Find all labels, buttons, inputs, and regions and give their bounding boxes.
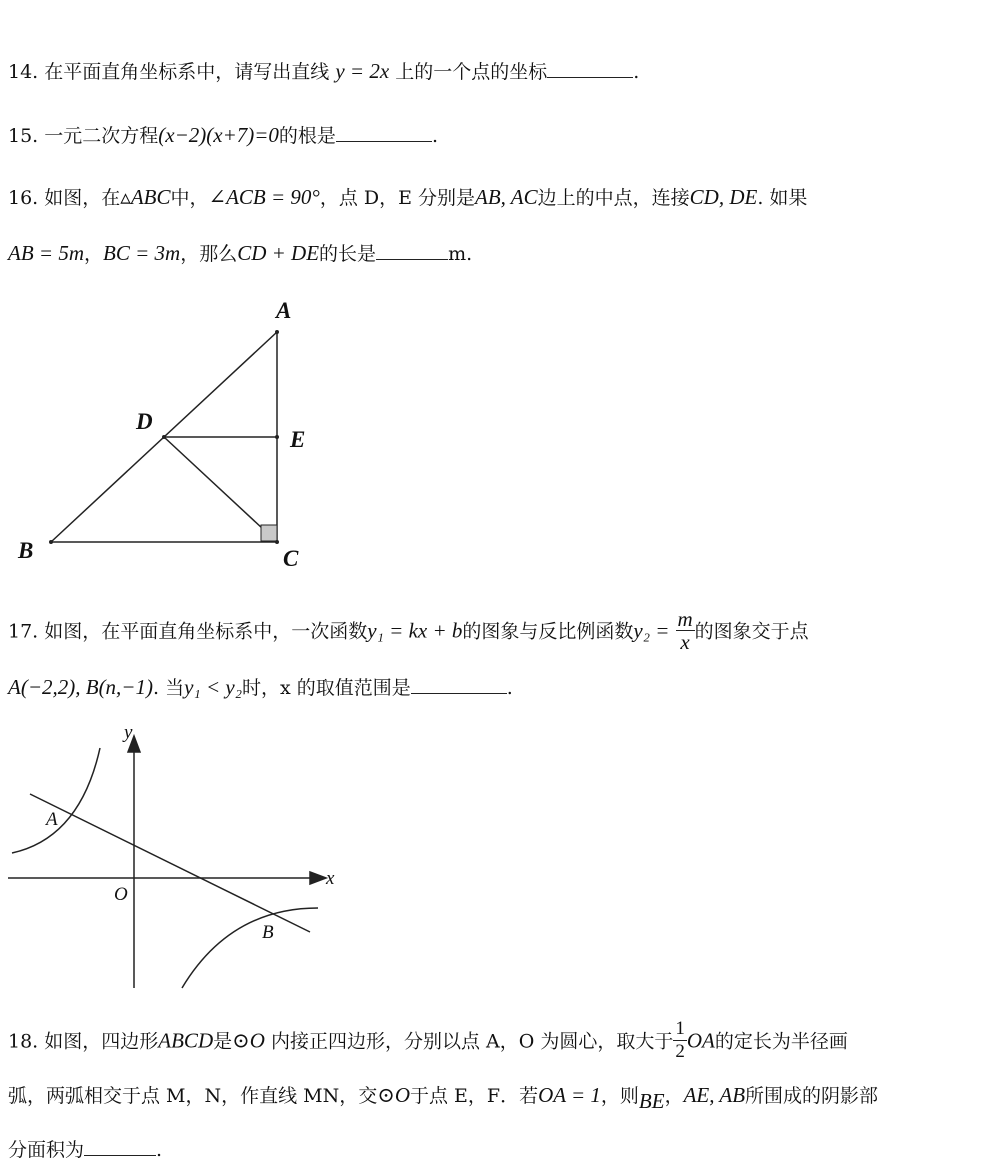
triangle-figure xyxy=(0,290,340,580)
question-17-line-2 xyxy=(8,674,513,701)
formula: OA = 1 xyxy=(538,1083,601,1107)
question-18-line-2 xyxy=(8,1082,879,1113)
question-text: ，则 xyxy=(600,1085,639,1107)
answer-blank[interactable] xyxy=(84,1137,156,1156)
formula: A(−2,2), B(n,−1) xyxy=(8,675,153,699)
hyperbola-branch-right xyxy=(182,908,318,988)
label-c: C xyxy=(283,546,299,571)
question-number: 16. xyxy=(8,187,39,209)
question-text: 一元二次方程 xyxy=(44,125,159,147)
label-b: B xyxy=(18,538,34,563)
formula: ⊙O xyxy=(377,1083,411,1107)
period: . xyxy=(633,61,640,83)
period: . xyxy=(431,125,438,147)
fraction xyxy=(673,1018,687,1063)
hyperbola-branch-left xyxy=(12,748,100,853)
answer-blank[interactable] xyxy=(547,59,633,78)
question-text: 的图象与反比例函数 xyxy=(462,620,634,643)
formula: ▵ABC xyxy=(120,185,171,209)
period: . xyxy=(506,677,513,699)
arc-label: BE xyxy=(638,1089,665,1113)
question-text: 于点 E，F．若 xyxy=(410,1085,539,1107)
formula: ∠ACB = 90° xyxy=(208,185,320,209)
arc-be xyxy=(639,1088,665,1114)
question-text: ， xyxy=(84,243,104,265)
label-e: E xyxy=(290,427,306,452)
question-text: ， xyxy=(664,1085,684,1107)
question-number: 14. xyxy=(8,61,39,83)
x-axis-arrow xyxy=(310,872,326,884)
segment-cd xyxy=(164,437,277,542)
question-17-line-1 xyxy=(8,607,809,655)
label-d: D xyxy=(136,409,153,434)
question-text: 所围成的阴影部 xyxy=(745,1085,879,1107)
question-text: 如图，在 xyxy=(44,187,121,209)
question-text: m. xyxy=(448,243,473,265)
question-15 xyxy=(8,122,438,149)
question-18-line-3 xyxy=(8,1137,162,1163)
label-a: A xyxy=(276,298,292,323)
label-a: A xyxy=(46,809,58,830)
coordinate-figure xyxy=(0,718,350,993)
formula: y₂ = xyxy=(633,618,670,643)
question-text: 上的一个点的坐标 xyxy=(395,61,548,83)
label-y: y xyxy=(124,722,133,743)
question-text: ，点 D，E 分别是 xyxy=(319,187,476,209)
question-text: 弧，两弧相交于点 M，N，作直线 MN，交 xyxy=(8,1085,378,1107)
label-b: B xyxy=(262,922,274,943)
formula: AE, AB xyxy=(683,1083,746,1107)
question-18-line-1 xyxy=(8,1020,848,1065)
formula: BC = 3m xyxy=(103,241,181,265)
question-text: 的根是 xyxy=(278,125,336,147)
formula: (x−2)(x+7)=0 xyxy=(158,123,279,147)
question-text: 分面积为 xyxy=(8,1139,85,1161)
question-16-line-2 xyxy=(8,240,472,267)
formula: y = 2x xyxy=(335,59,390,83)
question-text: . 如果 xyxy=(757,187,808,209)
formula: y₁ = kx + b xyxy=(367,618,463,643)
question-16-line-1 xyxy=(8,184,807,211)
question-number: 15. xyxy=(8,125,39,147)
question-text: 如图，四边形 xyxy=(44,1030,159,1053)
question-text: 边上的中点，连接 xyxy=(537,187,690,209)
formula: ABCD xyxy=(158,1028,214,1053)
question-text: 的图象交于点 xyxy=(694,620,809,643)
period: . xyxy=(156,1139,163,1161)
right-angle-mark xyxy=(261,525,277,541)
question-text: 的长是 xyxy=(319,243,377,265)
formula: CD, DE xyxy=(689,185,758,209)
fraction-denominator: x xyxy=(680,630,690,654)
label-x: x xyxy=(326,868,335,889)
question-text: 如图，在平面直角坐标系中，一次函数 xyxy=(44,620,368,643)
answer-blank[interactable] xyxy=(376,241,448,260)
question-text: 中， xyxy=(170,187,209,209)
formula: CD + DE xyxy=(237,241,320,265)
question-number: 18. xyxy=(8,1030,39,1053)
answer-blank[interactable] xyxy=(336,123,432,142)
answer-blank[interactable] xyxy=(411,675,507,694)
question-text: 在平面直角坐标系中，请写出直线 xyxy=(44,61,330,83)
question-text: 的定长为半径画 xyxy=(714,1030,848,1053)
formula: AB = 5m xyxy=(8,241,84,265)
formula: y₁ < y₂ xyxy=(184,675,242,699)
label-o: O xyxy=(114,884,128,905)
question-text: ，那么 xyxy=(180,243,238,265)
question-text: 时，x 的取值范围是 xyxy=(242,677,411,699)
fraction xyxy=(676,608,695,653)
question-14 xyxy=(8,58,639,85)
question-text: 是 xyxy=(213,1030,233,1053)
question-text: 内接正四边形，分别以点 A，O 为圆心，取大于 xyxy=(270,1030,674,1053)
formula: OA xyxy=(686,1028,715,1053)
fraction-denominator: 2 xyxy=(675,1041,685,1062)
formula: AB, AC xyxy=(475,185,538,209)
question-number: 17. xyxy=(8,620,39,643)
question-text: . 当 xyxy=(152,677,185,699)
fraction-numerator: 1 xyxy=(675,1018,685,1039)
fraction-numerator: m xyxy=(677,607,693,631)
formula: ⊙O xyxy=(232,1028,265,1053)
